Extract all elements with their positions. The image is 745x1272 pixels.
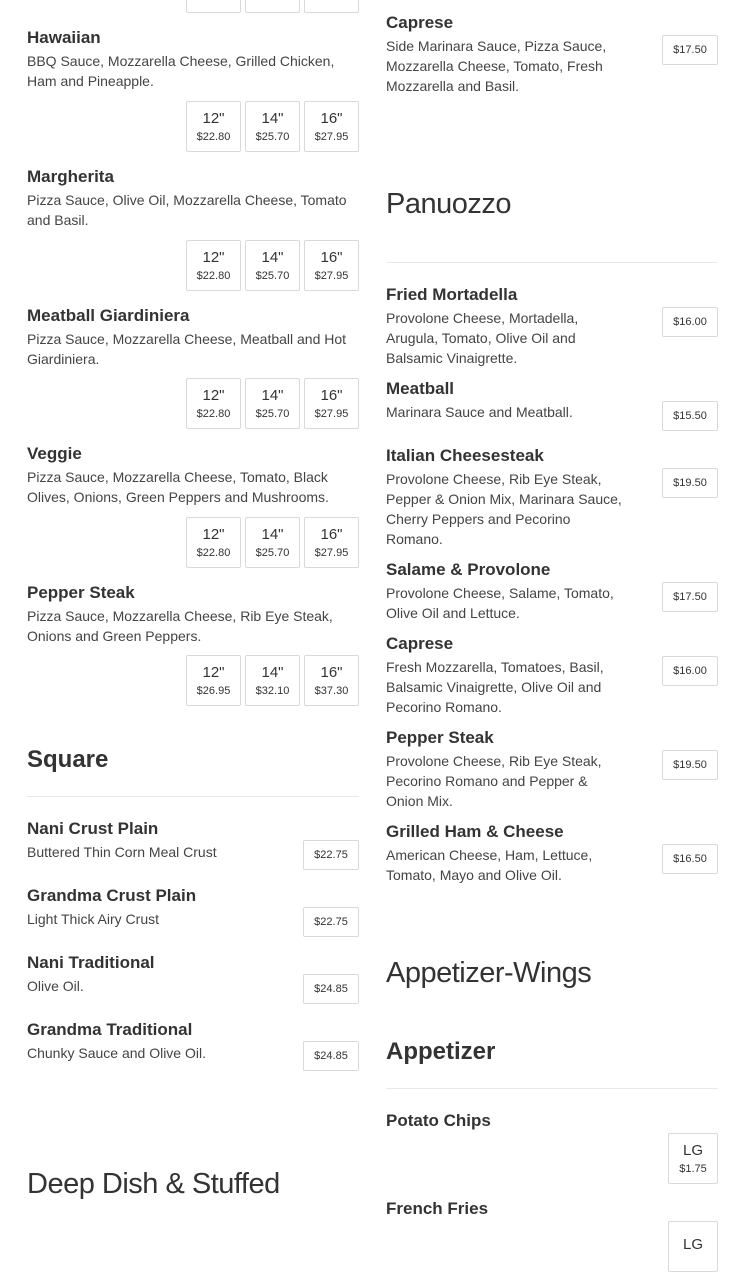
size-option-16[interactable]: 16" $27.95: [304, 378, 359, 429]
size-option-16[interactable]: 16" $27.95: [304, 101, 359, 152]
item-name: Salame & Provolone: [386, 560, 551, 579]
price-button[interactable]: $24.85: [303, 974, 359, 1004]
size-option-14[interactable]: 14" $25.70: [245, 378, 300, 429]
item-description: Pizza Sauce, Olive Oil, Mozzarella Cheese, Tomato and Basil.: [27, 192, 347, 228]
item-description: Pizza Sauce, Mozzarella Cheese, Rib Eye Steak, Onions and Green Peppers.: [27, 608, 333, 644]
item-description: Pizza Sauce, Mozzarella Cheese, Tomato, Black Olives, Onions, Green Peppers and Mushrooms.: [27, 469, 329, 505]
menu-item[interactable]: [27, 306, 359, 369]
price-button[interactable]: $15.50: [662, 401, 718, 431]
item-name: Grilled Ham & Cheese: [386, 822, 564, 841]
item-description: Provolone Cheese, Rib Eye Steak, Pepper & Onion Mix, Marinara Sauce, Cherry Peppers and Pecorino Romano.: [386, 471, 622, 547]
item-name: Veggie: [27, 444, 82, 463]
item-name: Nani Traditional: [27, 953, 155, 972]
section-title-deep-dish: Deep Dish & Stuffed: [27, 1168, 280, 1200]
size-option-14[interactable]: 14" $25.70: [245, 240, 300, 291]
item-name: Meatball Giardiniera: [27, 306, 190, 325]
size-option-12[interactable]: 12" $26.95: [186, 655, 241, 706]
item-name: Hawaiian: [27, 28, 101, 47]
menu-item[interactable]: [27, 167, 359, 230]
size-options: [182, 517, 359, 568]
size-option-12[interactable]: 12" $22.80: [186, 240, 241, 291]
item-description: Provolone Cheese, Mortadella, Arugula, Tomato, Olive Oil and Balsamic Vinaigrette.: [386, 310, 579, 366]
item-description: American Cheese, Ham, Lettuce, Tomato, Mayo and Olive Oil.: [386, 847, 593, 883]
size-option-12[interactable]: 12" $22.80: [186, 378, 241, 429]
section-title-appetizer-wings: Appetizer-Wings: [386, 957, 592, 989]
size-option-lg[interactable]: LG $1.75: [668, 1133, 718, 1184]
item-name: Caprese: [386, 13, 454, 32]
size-option-14[interactable]: 14" $32.10: [245, 655, 300, 706]
price-button[interactable]: $22.75: [303, 907, 359, 937]
item-description: Fresh Mozzarella, Tomatoes, Basil, Balsamic Vinaigrette, Olive Oil and Pecorino Romano.: [386, 659, 604, 715]
item-description: Provolone Cheese, Salame, Tomato, Olive Oil and Lettuce.: [386, 585, 614, 621]
item-name: French Fries: [386, 1199, 489, 1218]
size-options: [182, 240, 359, 291]
item-description: Olive Oil.: [27, 978, 84, 994]
right-column: [386, 0, 718, 1251]
size-option-12[interactable]: 12" $22.80: [186, 101, 241, 152]
menu-item[interactable]: [27, 28, 359, 91]
section-divider: [386, 262, 718, 263]
item-name: Potato Chips: [386, 1111, 491, 1130]
item-description: Chunky Sauce and Olive Oil.: [27, 1045, 206, 1061]
left-column: [27, 0, 359, 1251]
price-button[interactable]: $16.00: [662, 656, 718, 686]
size-option-14[interactable]: 14" $25.70: [245, 101, 300, 152]
item-description: Marinara Sauce and Meatball.: [386, 404, 573, 420]
section-divider: [386, 1088, 718, 1089]
size-option-16[interactable]: 16" $27.95: [304, 517, 359, 568]
size-options-partial: [182, 0, 359, 13]
item-name: Grandma Crust Plain: [27, 886, 197, 905]
price-button[interactable]: $24.85: [303, 1041, 359, 1071]
size-option[interactable]: [245, 0, 300, 13]
size-option-16[interactable]: 16" $37.30: [304, 655, 359, 706]
section-divider: [27, 796, 359, 797]
item-description: Provolone Cheese, Rib Eye Steak, Pecorino Romano and Pepper & Onion Mix.: [386, 753, 602, 809]
size-options: [182, 378, 359, 429]
item-name: Meatball: [386, 379, 455, 398]
size-options: [182, 655, 359, 706]
price-button[interactable]: $16.50: [662, 844, 718, 874]
item-description: Buttered Thin Corn Meal Crust: [27, 844, 217, 860]
menu-item[interactable]: [386, 1111, 718, 1131]
size-option-12[interactable]: 12" $22.80: [186, 517, 241, 568]
item-description: BBQ Sauce, Mozzarella Cheese, Grilled Chicken, Ham and Pineapple.: [27, 53, 335, 89]
price-button[interactable]: $16.00: [662, 307, 718, 337]
item-name: Pepper Steak: [386, 728, 494, 747]
menu-item[interactable]: [386, 1199, 718, 1219]
item-name: Fried Mortadella: [386, 285, 518, 304]
item-description: Pizza Sauce, Mozzarella Cheese, Meatball and Hot Giardiniera.: [27, 331, 347, 367]
item-name: Caprese: [386, 634, 454, 653]
price-button[interactable]: $22.75: [303, 840, 359, 870]
item-name: Grandma Traditional: [27, 1020, 193, 1039]
item-description: Side Marinara Sauce, Pizza Sauce, Mozzarella Cheese, Tomato, Fresh Mozzarella and Basil.: [386, 38, 607, 94]
section-title-panuozzo: Panuozzo: [386, 188, 511, 220]
size-option-lg[interactable]: LG: [668, 1221, 718, 1272]
size-option-14[interactable]: 14" $25.70: [245, 517, 300, 568]
size-option[interactable]: [186, 0, 241, 13]
section-title-square: Square: [27, 746, 109, 773]
price-button[interactable]: $17.50: [662, 35, 718, 65]
price-button[interactable]: $19.50: [662, 468, 718, 498]
price-button[interactable]: $19.50: [662, 750, 718, 780]
section-title-appetizer: Appetizer: [386, 1038, 496, 1065]
item-name: Nani Crust Plain: [27, 819, 159, 838]
size-option[interactable]: [304, 0, 359, 13]
price-button[interactable]: $17.50: [662, 582, 718, 612]
item-name: Italian Cheesesteak: [386, 446, 544, 465]
item-description: Light Thick Airy Crust: [27, 911, 160, 927]
menu-item[interactable]: [27, 583, 359, 646]
size-option-16[interactable]: 16" $27.95: [304, 240, 359, 291]
size-options: [182, 101, 359, 152]
item-name: Margherita: [27, 167, 114, 186]
item-name: Pepper Steak: [27, 583, 135, 602]
menu-item[interactable]: [27, 444, 359, 507]
